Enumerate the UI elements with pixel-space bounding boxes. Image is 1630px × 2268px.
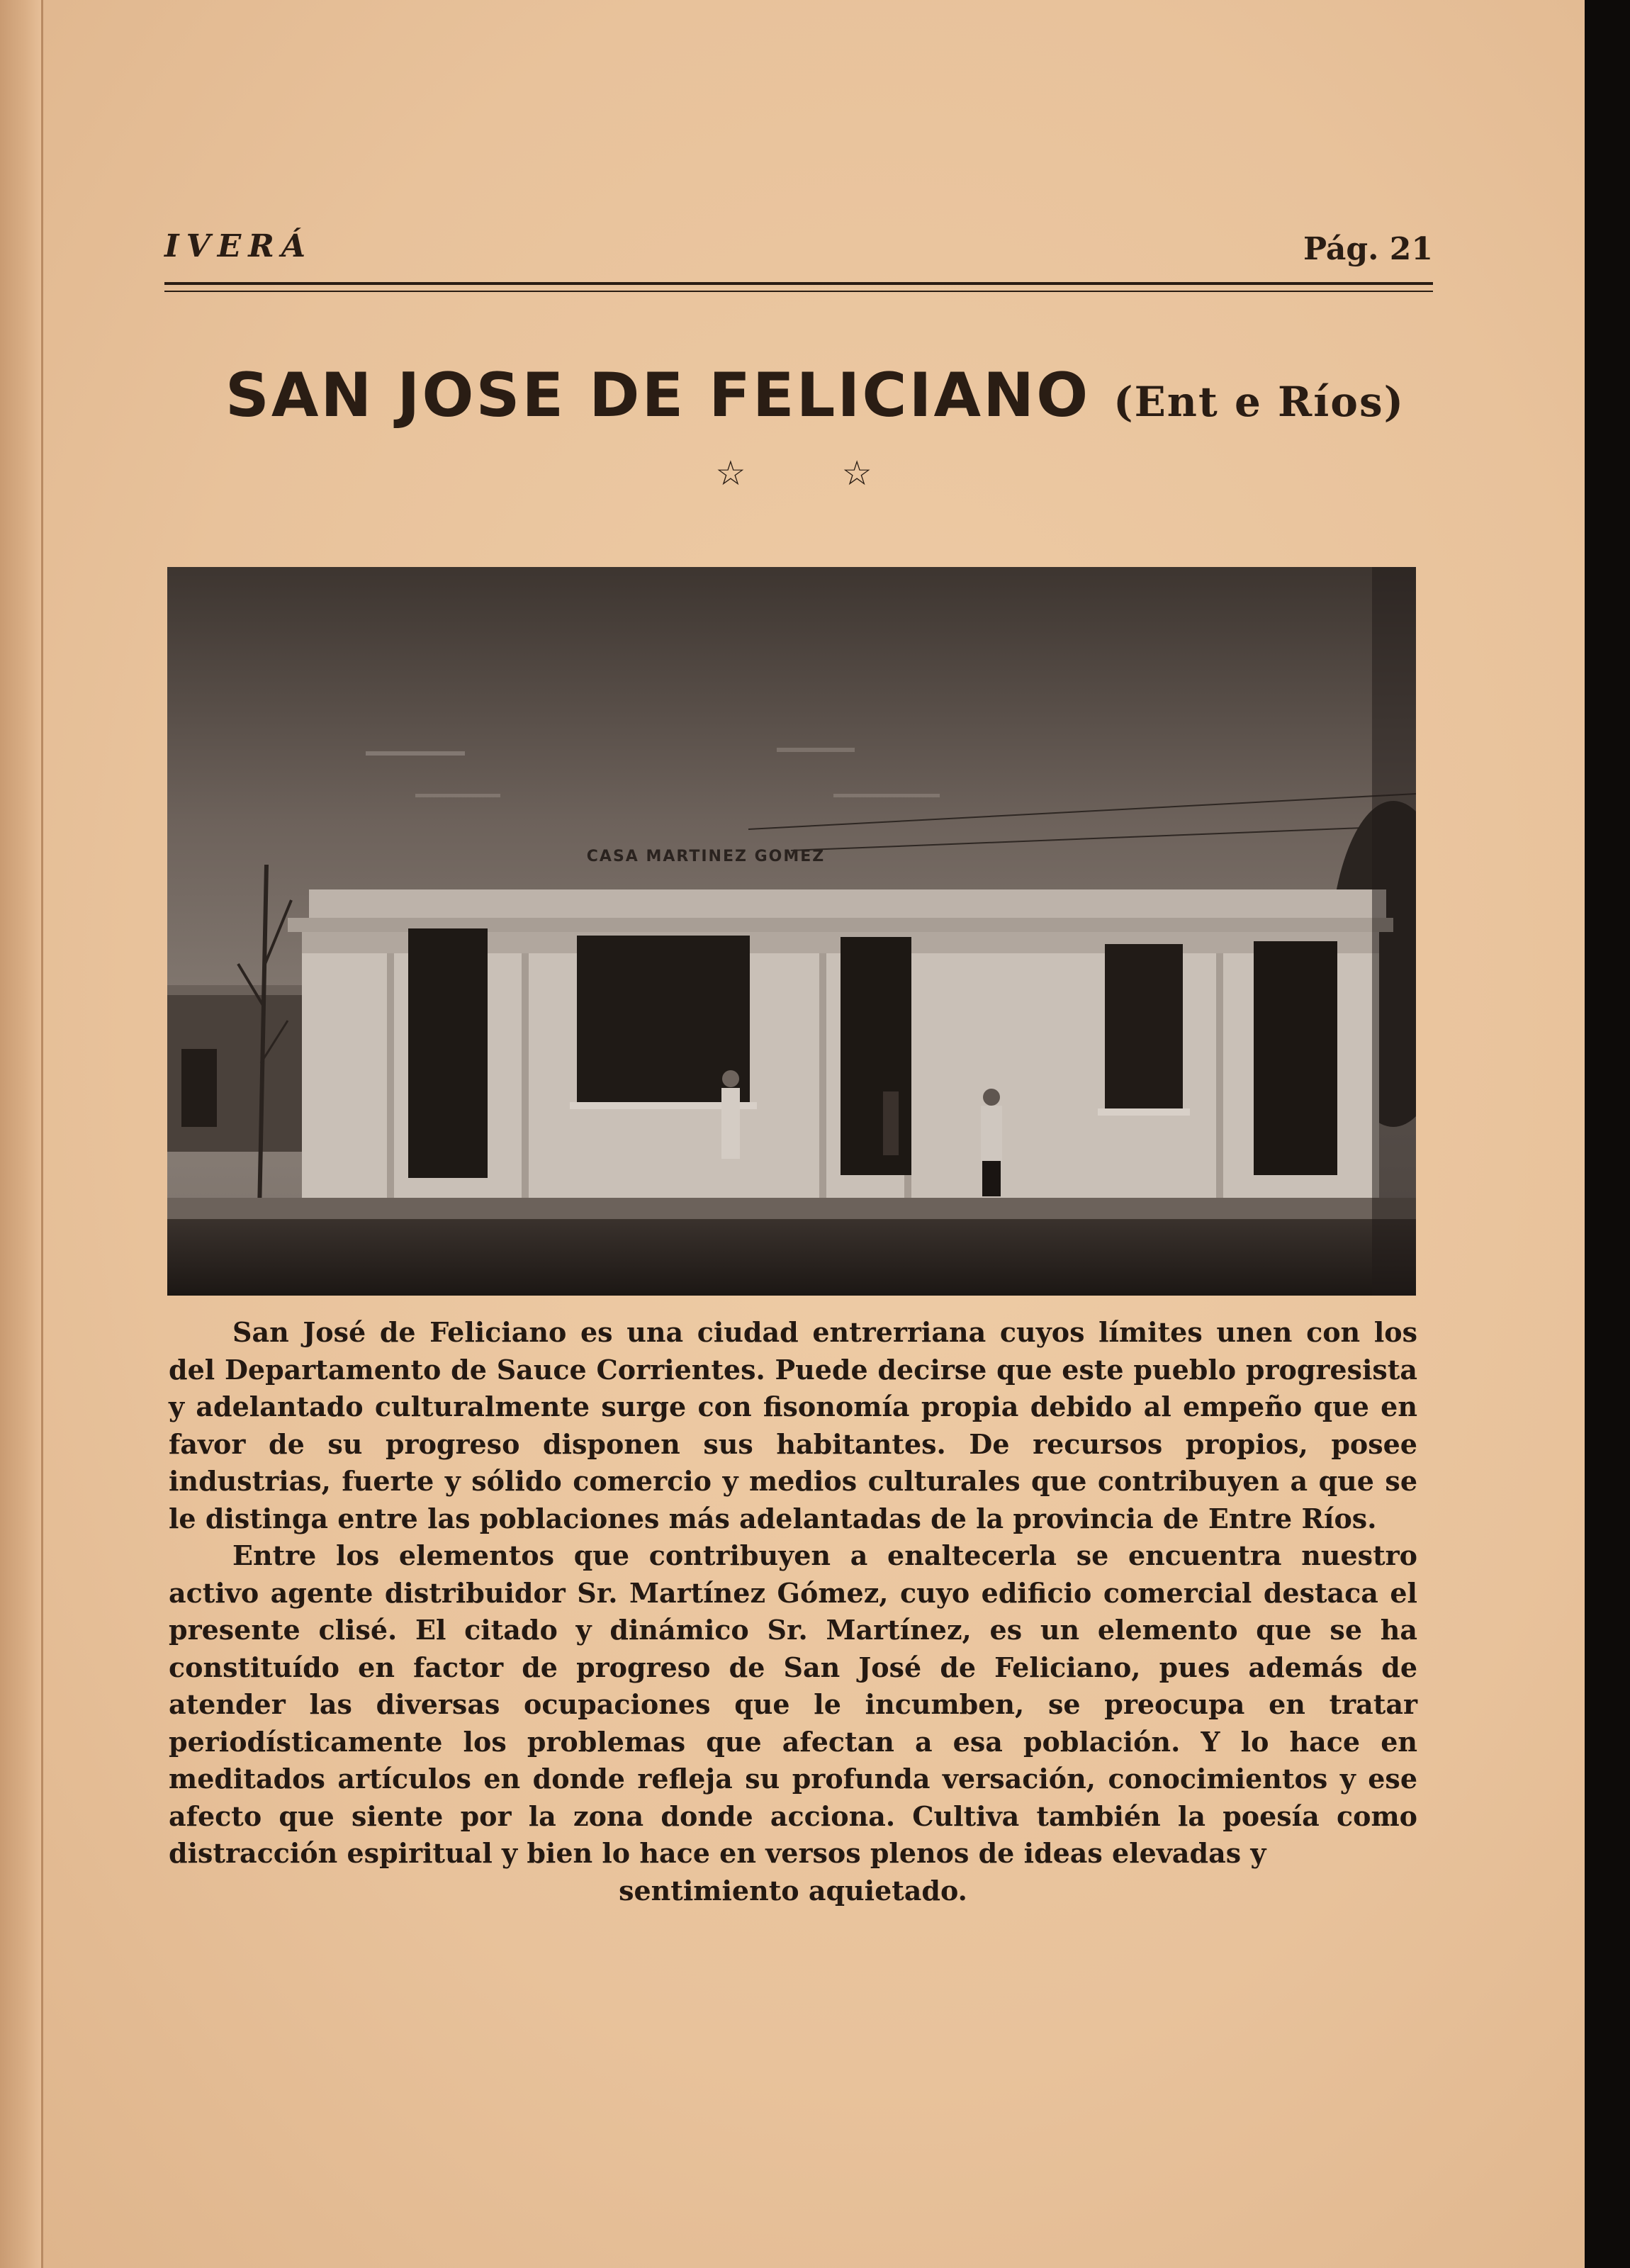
page-spine bbox=[0, 0, 43, 2268]
page-number: Pág. 21 bbox=[1303, 231, 1433, 267]
header-rule bbox=[164, 282, 1433, 285]
storefront-photo-drawing bbox=[167, 567, 1416, 1296]
article-body bbox=[169, 1314, 1417, 1909]
storefront-sign: CASA MARTINEZ GOMEZ bbox=[586, 848, 826, 865]
header-rule-thin bbox=[164, 291, 1433, 292]
article-title-main: SAN JOSE DE FELICIANO bbox=[225, 360, 1091, 431]
star-ornament: ☆ ☆ bbox=[715, 454, 915, 493]
article-title bbox=[170, 360, 1460, 431]
article-closing-line: sentimiento aquietado. bbox=[619, 1874, 967, 1907]
page-header bbox=[164, 228, 1433, 285]
article-paragraph: San José de Feliciano es una ciudad entrerriana cuyos límites unen con los del Departamento de Sauce Corrientes. Puede decirse que este pueblo progresista y adelantado culturalmente surge con fisonomía propia debido al empeño que en favor de su progreso disponen sus habitantes. De recursos propios, posee industrias, fuerte y sólido comercio y medios culturales que contribuyen a que se le distinga entre las poblaciones más adelantadas de la provincia de Entre Ríos. bbox=[169, 1316, 1417, 1534]
article-paragraph-text: Entre los elementos que contribuyen a enaltecerla se encuentra nuestro activo agente distribuidor Sr. Martínez Gómez, cuyo edificio comercial destaca el presente clisé. El citado y dinámico Sr. Martínez, es un elemento que se ha constituído en factor de progreso de San José de Feliciano, pues además de atender las diversas ocupaciones que le incumben, se preocupa en tratar periodísticamente los problemas que afectan a esa población. Y lo hace en meditados artículos en donde refleja su profunda versación, conocimientos y ese afecto que siente por la zona donde acciona. Cultiva también la poesía como distracción espiritual y bien lo hace en versos plenos de ideas elevadas y bbox=[169, 1539, 1417, 1869]
article-paragraph bbox=[169, 1537, 1417, 1909]
scan-background bbox=[1585, 0, 1607, 2268]
article-title-sub: (Ent e Ríos) bbox=[1113, 378, 1405, 426]
storefront-photo bbox=[167, 567, 1416, 1296]
running-title: IVERÁ bbox=[164, 228, 313, 264]
